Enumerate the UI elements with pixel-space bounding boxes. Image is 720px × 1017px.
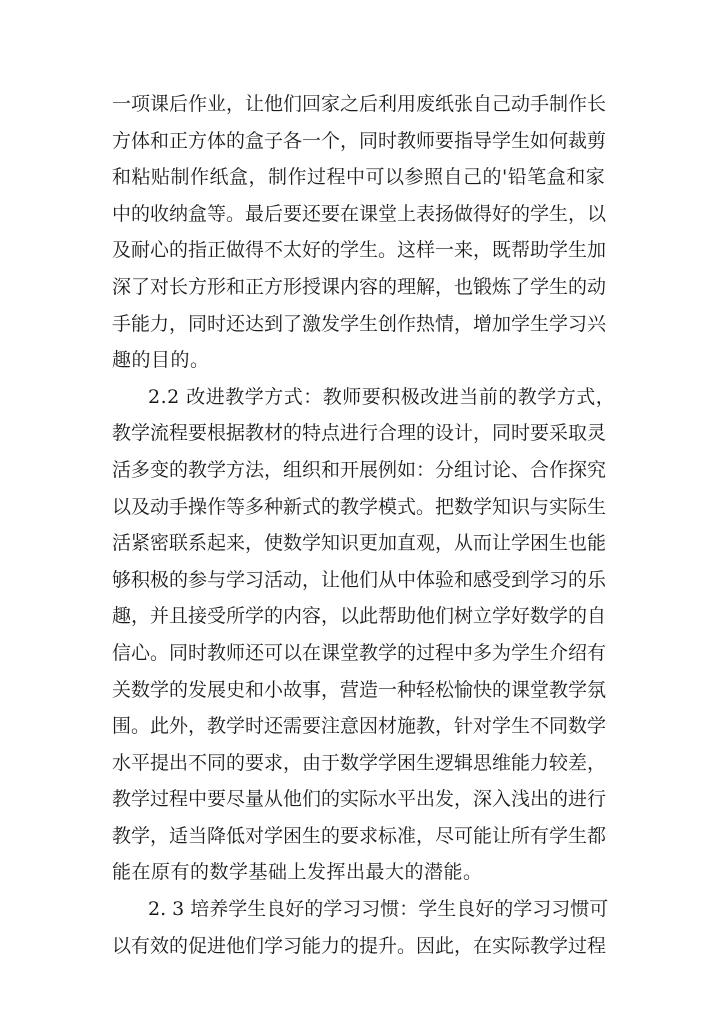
text-line: 以有效的促进他们学习能力的提升。因此，在实际教学过程 [112, 934, 607, 957]
text-line: 深了对长方形和正方形授课内容的理解，也锻炼了学生的动 [112, 275, 607, 298]
text-line: 以及动手操作等多种新式的教学模式。把数学知识与实际生 [112, 495, 607, 518]
text-line: 中的收纳盒等。最后要还要在课堂上表扬做得好的学生，以 [112, 202, 607, 225]
text-line: 趣，并且接受所学的内容，以此帮助他们树立学好数学的自 [112, 605, 607, 628]
section-heading-line: 2. 3 培养学生良好的学习习惯：学生良好的学习习惯可 [148, 898, 609, 921]
text-line: 手能力，同时还达到了激发学生创作热情，增加学生学习兴 [112, 312, 607, 335]
text-line: 教学过程中要尽量从他们的实际水平出发，深入浅出的进行 [112, 788, 607, 811]
text-line: 活紧密联系起来，使数学知识更加直观，从而让学困生也能 [112, 532, 607, 555]
text-line: 信心。同时教师还可以在课堂教学的过程中多为学生介绍有 [112, 641, 607, 664]
text-line: 关数学的发展史和小故事，营造一种轻松愉快的课堂教学氛 [112, 678, 607, 701]
text-line: 活多变的教学方法，组织和开展例如：分组讨论、合作探究 [112, 458, 607, 481]
text-line: 教学，适当降低对学困生的要求标准，尽可能让所有学生都 [112, 824, 607, 847]
text-line: 围。此外，教学时还需要注意因材施教，针对学生不同数学 [112, 715, 607, 738]
text-line: 够积极的参与学习活动，让他们从中体验和感受到学习的乐 [112, 568, 607, 591]
text-line: 及耐心的指正做得不太好的学生。这样一来，既帮助学生加 [112, 239, 607, 262]
text-line: 趣的目的。 [112, 349, 210, 372]
text-line: 教学流程要根据教材的特点进行合理的设计，同时要采取灵 [112, 422, 607, 445]
text-line: 和粘贴制作纸盒，制作过程中可以参照自己的'铅笔盒和家 [112, 166, 606, 189]
text-line: 一项课后作业，让他们回家之后利用废纸张自己动手制作长 [112, 93, 607, 115]
text-line: 方体和正方体的盒子各一个，同时教师要指导学生如何裁剪 [112, 129, 607, 152]
text-line: 水平提出不同的要求，由于数学学困生逻辑思维能力较差， [112, 751, 607, 774]
body-text [112, 86, 618, 964]
text-line: 能在原有的数学基础上发挥出最大的潜能。 [112, 861, 483, 884]
section-heading-line: 2.2 改进教学方式：教师要积极改进当前的教学方式， [148, 385, 616, 408]
